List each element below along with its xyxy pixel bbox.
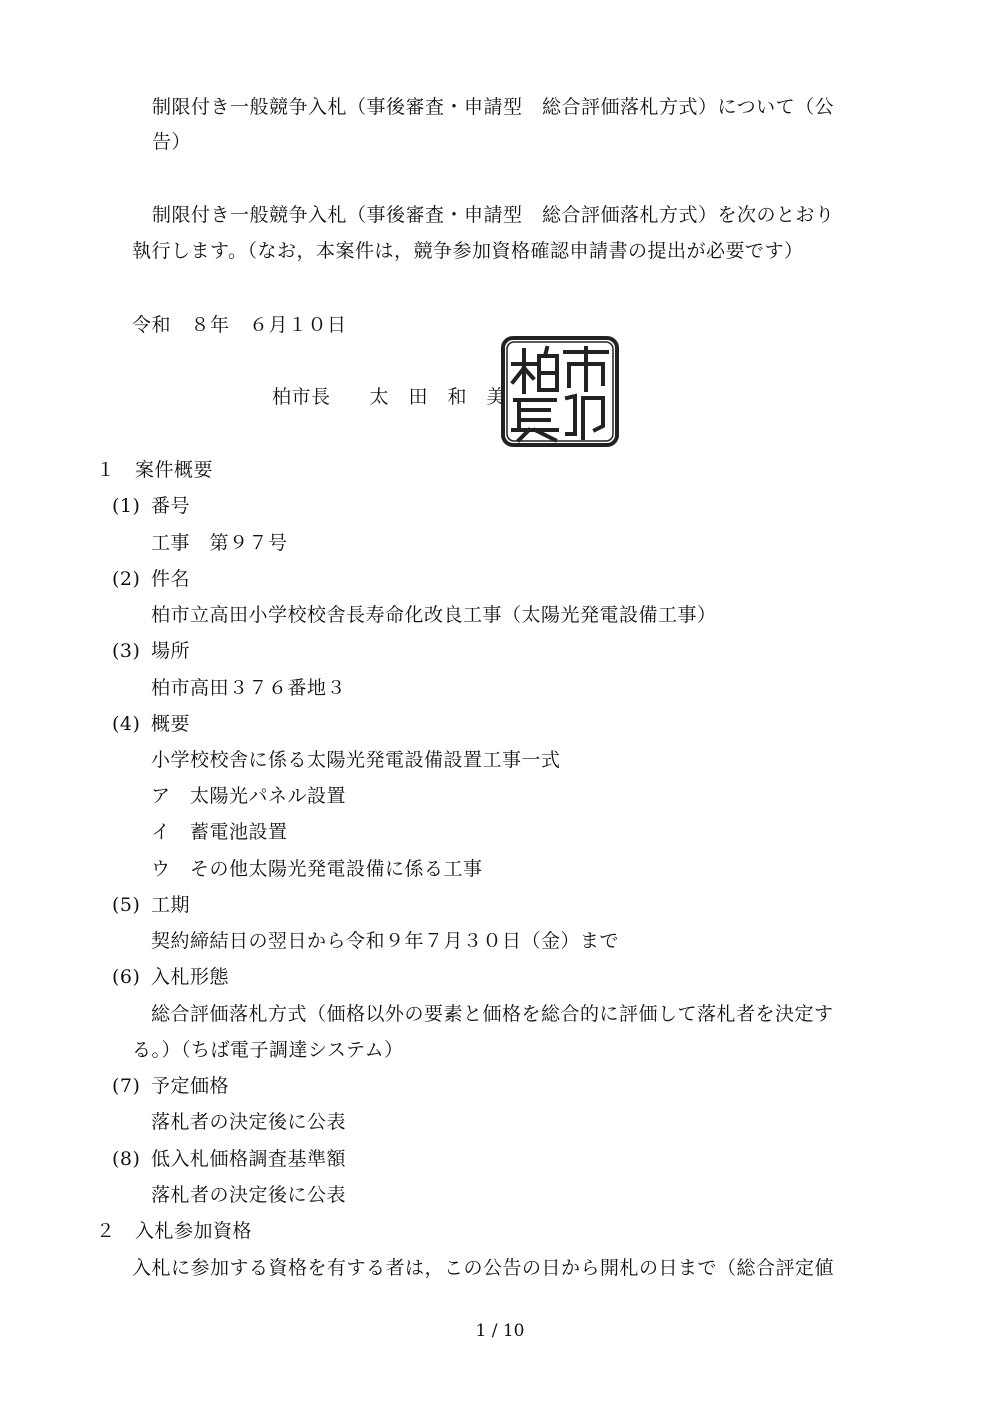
item-1-4-subitem-c: ウ その他太陽光発電設備に係る工事 <box>151 858 483 880</box>
item-1-6-value-line-1: 総合評価落札方式（価格以外の要素と価格を総合的に評価して落札者を決定す <box>151 1003 834 1025</box>
item-1-7-value: 落札者の決定後に公表 <box>151 1111 347 1133</box>
item-1-5-title: 工期 <box>151 894 191 916</box>
section-2-heading: ２ 入札参加資格 <box>96 1220 253 1242</box>
item-1-1-value: 工事 第９７号 <box>151 532 288 554</box>
item-1-4-value: 小学校校舎に係る太陽光発電設備設置工事一式 <box>151 749 561 771</box>
item-1-2-title: 件名 <box>151 568 191 590</box>
item-1-4-subitem-a: ア 太陽光パネル設置 <box>151 785 347 807</box>
notice-date: 令和 ８年 ６月１０日 <box>132 314 347 336</box>
item-1-3-title: 場所 <box>151 640 191 662</box>
item-1-1-label: (1) <box>112 495 141 517</box>
item-1-3-label: (3) <box>112 640 141 662</box>
section-2-text-line-1: 入札に参加する資格を有する者は，この公告の日から開札の日まで（総合評定値 <box>132 1257 835 1279</box>
item-1-2-label: (2) <box>112 568 141 590</box>
section-1-heading: １ 案件概要 <box>96 459 214 481</box>
item-1-1-title: 番号 <box>151 495 191 517</box>
intro-line-2: 執行します。（なお，本案件は，競争参加資格確認申請書の提出が必要です） <box>132 240 804 262</box>
item-1-4-title: 概要 <box>151 713 191 735</box>
item-1-5-label: (5) <box>112 894 141 916</box>
official-seal-icon <box>499 334 621 449</box>
item-1-6-label: (6) <box>112 966 141 988</box>
item-1-4-subitem-b: イ 蓄電池設置 <box>151 821 288 843</box>
item-1-8-value: 落札者の決定後に公表 <box>151 1184 347 1206</box>
intro-line-1: 制限付き一般競争入札（事後審査・申請型 総合評価落札方式）を次のとおり <box>152 204 835 226</box>
item-1-7-label: (7) <box>112 1075 141 1097</box>
item-1-3-value: 柏市高田３７６番地３ <box>151 677 347 699</box>
signatory-name: 柏市長 太 田 和 美 <box>272 386 507 408</box>
item-1-6-title: 入札形態 <box>151 966 230 988</box>
item-1-6-value-line-2: る。）（ちば電子調達システム） <box>132 1039 404 1061</box>
item-1-5-value: 契約締結日の翌日から令和９年７月３０日（金）まで <box>151 930 620 952</box>
notice-title-line-2: 告） <box>152 131 192 153</box>
item-1-4-label: (4) <box>112 713 141 735</box>
item-1-8-label: (8) <box>112 1148 141 1170</box>
notice-title-line-1: 制限付き一般競争入札（事後審査・申請型 総合評価落札方式）について（公 <box>152 96 835 118</box>
item-1-7-title: 予定価格 <box>151 1075 230 1097</box>
page-number: 1 / 10 <box>475 1321 525 1341</box>
item-1-8-title: 低入札価格調査基準額 <box>151 1148 347 1170</box>
item-1-2-value: 柏市立高田小学校校舎長寿命化改良工事（太陽光発電設備工事） <box>151 604 717 626</box>
